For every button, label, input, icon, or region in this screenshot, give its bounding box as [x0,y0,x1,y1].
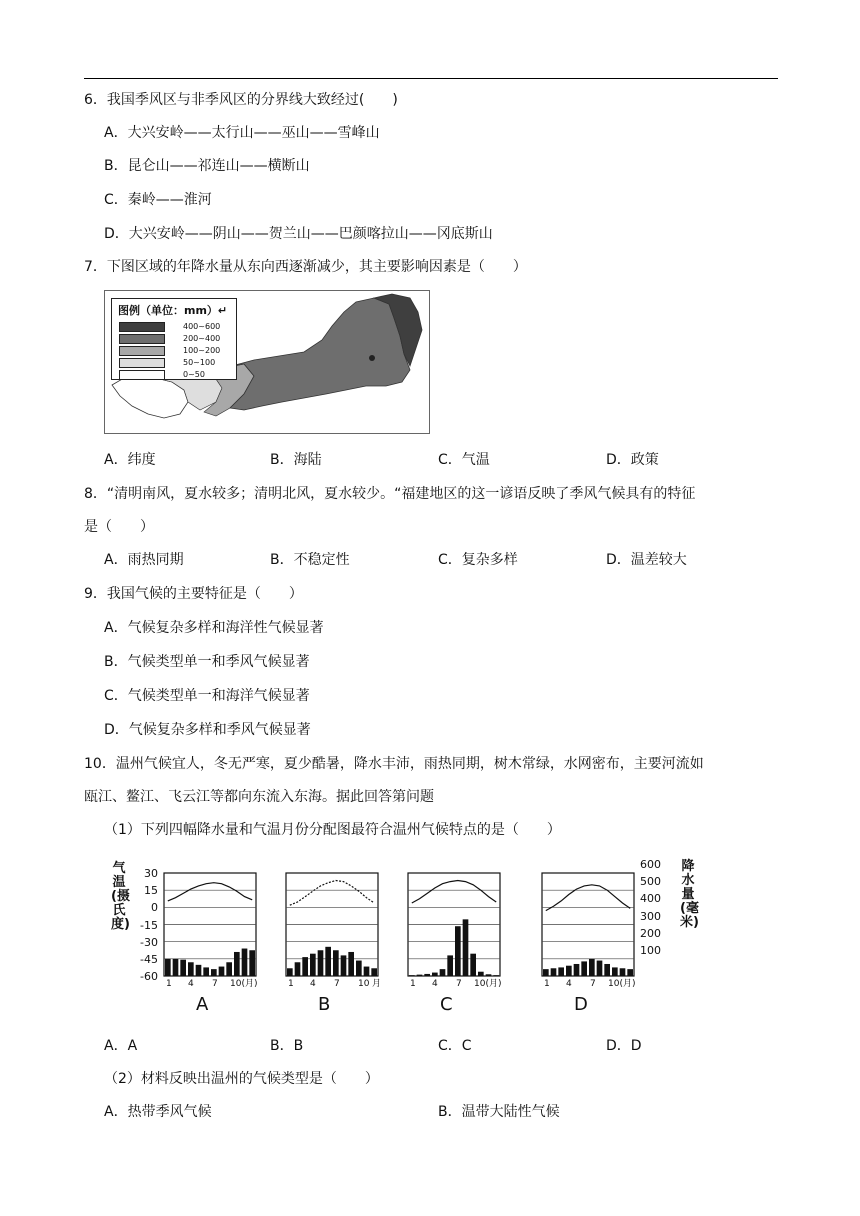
left-axis-tick: -45 [140,952,158,966]
question-10-stem-line2: 瓯江、鳌江、飞云江等都向东流入东海。据此回答第问题 [84,789,434,805]
legend-swatch-400-600 [119,322,165,332]
panel-d-precip-bar [589,959,595,976]
left-axis-tick: 30 [144,867,158,880]
panel-c-precip-bar [417,975,423,976]
q10-2-option-b[interactable]: B．温带大陆性气候 [438,1104,560,1120]
month-tick: 7 [456,979,462,989]
month-tick: 1 [288,979,294,989]
panel-b-precip-bar [325,947,331,976]
panel-b-precip-bar [295,962,301,976]
q6-option-d[interactable]: D．大兴安岭——阴山——贺兰山——巴颜喀拉山——冈底斯山 [104,226,493,242]
panel-d-precip-bar [627,969,633,976]
month-tick: 10(月) [608,979,636,989]
question-9-stem: 9．我国气候的主要特征是（ ） [84,586,303,602]
panel-a-precip-bar [226,962,232,976]
q10-2-option-a[interactable]: A．热带季风气候 [104,1104,212,1120]
q10-1-option-c[interactable]: C．C [438,1038,472,1054]
month-tick: 1 [410,979,416,989]
question-10-stem-line1: 10．温州气候宜人，冬无严寒，夏少酷暑，降水丰沛，雨热同期，树木常绿，水网密布，主要河流如 [84,756,704,772]
panel-b-precip-bar [333,950,339,976]
panel-c-precip-bar [478,972,484,976]
q7-option-c[interactable]: C．气温 [438,452,490,468]
panel-b-precip-bar [371,968,377,976]
panel-c-precip-bar [440,969,446,976]
panel-c-precip-bar [432,973,438,976]
legend-label: 0~50 [183,370,205,379]
panel-a-precip-bar [234,952,240,976]
header-rule [84,78,778,79]
panel-c-precip-bar [409,975,415,976]
panel-c-precip-bar [463,919,469,976]
panel-letter-b: B [318,994,331,1015]
panel-c-precip-bar [447,955,453,976]
panel-a-precip-bar [180,960,186,976]
month-tick: 10 [358,979,370,989]
question-10-sub1: （1）下列四幅降水量和气温月份分配图最符合温州气候特点的是（ ） [104,822,561,838]
panel-a-precip-bar [249,950,255,976]
q8-option-b[interactable]: B．不稳定性 [270,552,350,568]
climate-charts [104,856,704,1016]
right-axis-tick: 300 [640,909,661,923]
legend-swatch-100-200 [119,346,165,356]
panel-b-precip-bar [318,950,324,976]
panel-b-precip-bar [356,961,362,976]
right-axis-tick: 600 [640,858,661,871]
q9-option-d[interactable]: D．气候复杂多样和季风气候显著 [104,722,311,738]
panel-d-precip-bar [551,968,557,976]
question-6-stem: 6．我国季风区与非季风区的分界线大致经过( ) [84,92,398,108]
month-tick: 4 [310,979,316,989]
month-tick: 7 [212,979,218,989]
legend-label: 400~600 [183,322,221,331]
panel-letter-c: C [440,994,453,1015]
month-tick: 4 [188,979,194,989]
panel-a-precip-bar [219,967,225,976]
q6-option-c[interactable]: C．秦岭——淮河 [104,192,212,208]
panel-letter-a: A [196,994,209,1015]
panel-c-precip-bar [470,954,476,976]
q9-option-c[interactable]: C．气候类型单一和海洋气候显著 [104,688,310,704]
month-tick: 4 [566,979,572,989]
panel-c-precip-bar [424,974,430,976]
legend-swatch-0-50 [119,370,165,380]
q8-option-c[interactable]: C．复杂多样 [438,552,518,568]
q8-option-d[interactable]: D．温差较大 [606,552,687,568]
question-10-sub2: （2）材料反映出温州的气候类型是（ ） [104,1071,379,1087]
panel-d-precip-bar [597,961,603,976]
precipitation-map [104,290,434,435]
left-axis-tick: -15 [140,918,158,932]
left-axis-tick: -30 [140,935,158,949]
right-axis-tick: 400 [640,892,661,906]
panel-a-precip-bar [203,967,209,976]
month-tick: 10(月) [474,979,502,989]
legend-label: 100~200 [183,346,221,355]
panel-d-precip-bar [612,967,618,976]
panel-a-precip-bar [188,962,194,976]
panel-d-precip-bar [574,964,580,976]
panel-a-precip-bar [173,959,179,976]
panel-b-precip-bar [302,957,308,976]
q7-option-a[interactable]: A．纬度 [104,452,156,468]
panel-letter-d: D [574,994,588,1015]
legend-swatch-50-100 [119,358,165,368]
month-tick: 10(月) [230,979,258,989]
q9-option-a[interactable]: A．气候复杂多样和海洋性气候显著 [104,620,324,636]
map-legend [111,298,237,380]
question-8-stem-line2: 是（ ） [84,519,154,535]
legend-label: 200~400 [183,334,221,343]
month-tick: 7 [590,979,596,989]
month-tick: 月 [372,979,382,989]
q8-option-a[interactable]: A．雨热同期 [104,552,184,568]
panel-b-precip-bar [310,954,316,976]
q7-option-b[interactable]: B．海陆 [270,452,322,468]
month-tick: 1 [166,979,172,989]
panel-b-precip-bar [364,967,370,976]
panel-a-precip-bar [196,965,202,976]
panel-c-precip-bar [486,974,492,976]
q9-option-b[interactable]: B．气候类型单一和季风气候显著 [104,654,310,670]
right-axis-tick: 500 [640,875,661,889]
q10-1-option-d[interactable]: D．D [606,1038,642,1054]
panel-d-precip-bar [581,961,587,976]
left-axis-tick: -60 [140,970,158,983]
panel-c-precip-bar [493,975,499,976]
left-axis-tick: 15 [144,884,158,898]
month-tick: 7 [334,979,340,989]
question-7-stem: 7．下图区域的年降水量从东向西逐渐减少，其主要影响因素是（ ） [84,259,527,275]
panel-b-precip-bar [287,968,293,976]
q10-1-option-a[interactable]: A．A [104,1038,138,1054]
legend-swatch-200-400 [119,334,165,344]
panel-d-precip-bar [543,969,549,976]
panel-c-precip-bar [455,926,461,976]
left-axis-tick: 0 [151,901,158,915]
panel-d-precip-bar [566,966,572,976]
panel-a-precip-bar [165,959,171,976]
legend-label: 50~100 [183,358,216,367]
panel-b-precip-bar [348,952,354,976]
panel-d-precip-bar [620,968,626,976]
map-city-dot [369,355,375,361]
panel-d-precip-bar [604,964,610,976]
q7-option-d[interactable]: D．政策 [606,452,659,468]
q6-option-a[interactable]: A．大兴安岭——太行山——巫山——雪峰山 [104,125,380,141]
question-8-stem-line1: 8．“清明南风，夏水较多；清明北风，夏水较少。“福建地区的这一谚语反映了季风气候具有的特征 [84,486,696,502]
q6-option-b[interactable]: B．昆仑山——祁连山——横断山 [104,158,310,174]
month-tick: 4 [432,979,438,989]
legend-title: 图例（单位：mm）↵ [118,304,228,317]
panel-a-precip-bar [242,949,248,976]
right-axis-tick: 200 [640,926,661,940]
right-axis-tick: 100 [640,943,661,957]
right-axis-label: 降水量(毫米) [680,859,699,930]
month-tick: 1 [544,979,550,989]
climate-chart-svg [104,856,704,1016]
panel-d-precip-bar [558,967,564,976]
q10-1-option-b[interactable]: B．B [270,1038,304,1054]
left-axis-label: 气温(摄氏度) [111,861,130,932]
panel-b-precip-bar [341,955,347,976]
panel-a-precip-bar [211,969,217,976]
